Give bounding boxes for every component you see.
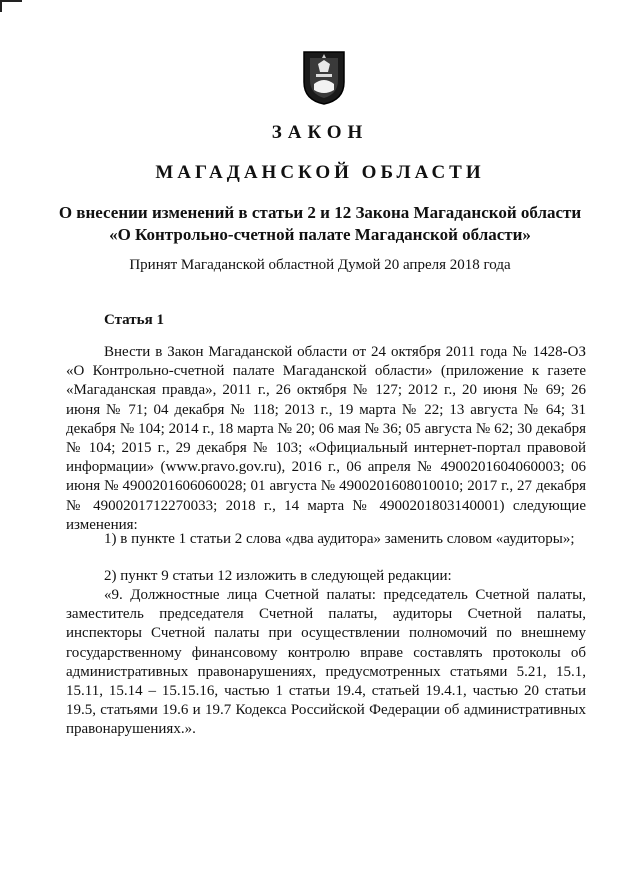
subtitle-line-1: О внесении изменений в статьи 2 и 12 Закона Магаданской области xyxy=(58,203,582,222)
paragraph-intro: Внести в Закон Магаданской области от 24 октября 2011 года № 1428-ОЗ «О Контрольно-счетной палате Магаданской области» (приложение к газете «Магаданская правда», 2011 г., 26 октября № 127; 2012 г., 20 июня № 69; 26 июня № 71; 04 декабря № 118; 2013 г., 19 марта № 22; 13 августа № 64; 31 декабря № 104; 2014 г., 18 марта № 20; 06 мая № 36; 05 августа № 62; 30 декабря № 104; 2015 г., 29 декабря № 103; «Официальный интернет-портал правовой информации» (www.pravo.gov.ru), 2016 г., 06 апреля № 4900201604060003; 06 июня № 4900201606060028; 01 августа № 4900201608010010; 2017 г., 27 декабря № 4900201712270033; 2018 г., 14 марта № 4900201803140001) следующие изменения: xyxy=(66,344,586,533)
article-heading: Статья 1 xyxy=(104,312,164,328)
scan-corner-mark xyxy=(0,0,22,12)
amendment-item-2-text: «9. Должностные лица Счетной палаты: председатель Счетной палаты, заместитель председателя Счетной палаты, аудиторы Счетной палаты, инспекторы Счетной палаты при осуществлении полномочий по внешнему государственному финансовому контролю вправе составлять протоколы об административных правонарушениях, предусмотренных статьями 5.21, 15.1, 15.11, 15.14 – 15.15.16, частью 1 статьи 19.4, статьей 19.4.1, частью 20 статьи 19.5, статьями 19.6 и 19.7 Кодекса Российской Федерации об административных правонарушениях.». xyxy=(66,587,586,738)
document-subtitle xyxy=(0,202,640,246)
document-region: МАГАДАНСКОЙ ОБЛАСТИ xyxy=(155,162,485,183)
subtitle-line-2: «О Контрольно-счетной палате Магаданской области» xyxy=(109,225,531,244)
amendment-item-1: 1) в пункте 1 статьи 2 слова «два аудитора» заменить словом «аудиторы»; xyxy=(104,531,575,547)
document-title: ЗАКОН xyxy=(271,122,369,143)
coat-of-arms-icon xyxy=(302,50,346,106)
adoption-note: Принят Магаданской областной Думой 20 апреля 2018 года xyxy=(129,257,511,273)
amendment-item-2: 2) пункт 9 статьи 12 изложить в следующей редакции: xyxy=(104,568,452,584)
